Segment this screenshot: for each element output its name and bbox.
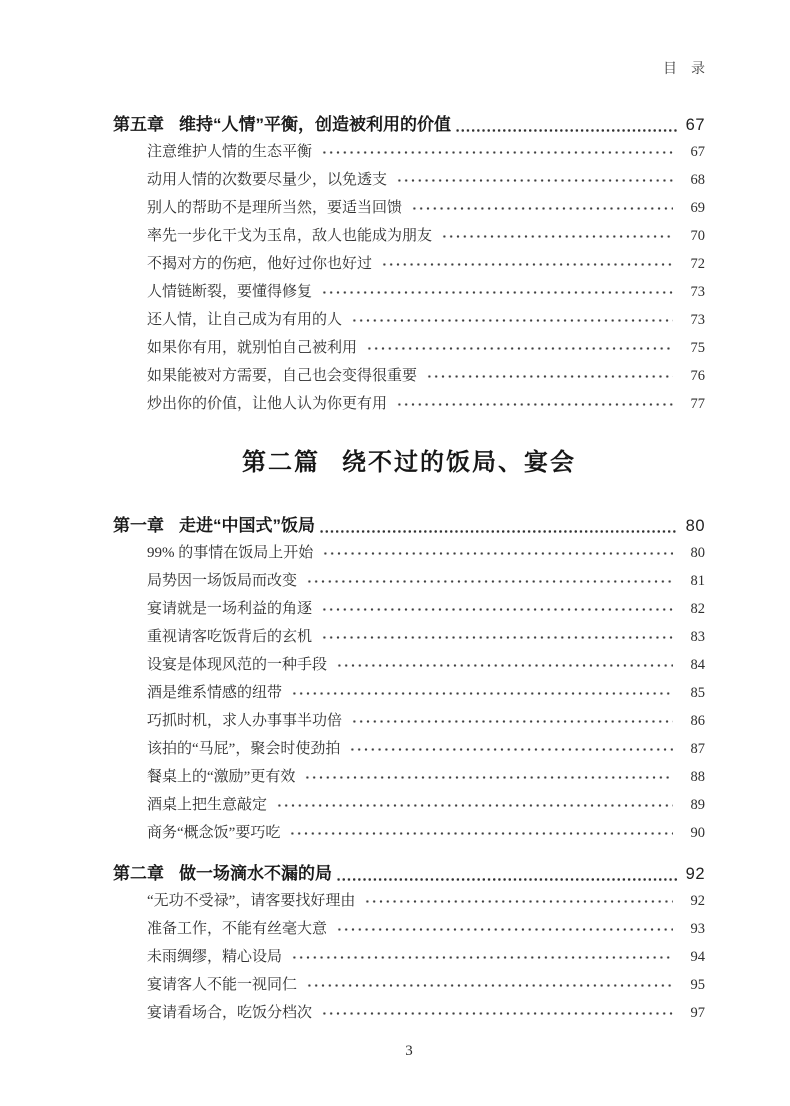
dot-leader [304,763,673,791]
chapter-page-number: 80 [685,517,705,535]
dot-leader [351,707,673,735]
item-page-number: 84 [690,657,705,673]
item-page-number: 82 [690,601,705,617]
dot-leader [319,513,678,539]
toc-item-row [147,595,705,623]
item-page-number: 73 [690,312,705,328]
toc-item-row [147,819,705,847]
dot-leader [321,623,673,651]
toc-item-row [147,539,705,567]
dot-leader [291,943,673,971]
item-title: 餐桌上的“激励”更有效 [147,769,296,785]
item-page-number: 76 [690,368,705,384]
dot-leader [276,791,673,819]
chapter-items [113,539,705,847]
chapter-block [113,861,705,1027]
item-title: 宴请就是一场利益的角逐 [147,601,313,617]
dot-leader [322,539,673,567]
item-title: 率先一步化干戈为玉帛，敌人也能成为朋友 [147,228,433,244]
dot-leader [455,112,678,138]
item-page-number: 90 [690,825,705,841]
toc-item-row [147,915,705,943]
item-page-number: 73 [690,284,705,300]
dot-leader [349,735,673,763]
item-title: 还人情，让自己成为有用的人 [147,312,343,328]
item-title: 未雨绸缪，精心设局 [147,949,283,965]
dot-leader [291,679,673,707]
item-page-number: 88 [690,769,705,785]
item-page-number: 72 [690,256,705,272]
toc-item-row [147,651,705,679]
item-page-number: 75 [690,340,705,356]
toc-item-row [147,707,705,735]
toc-item-row [147,567,705,595]
item-page-number: 68 [690,172,705,188]
item-title: 99% 的事情在饭局上开始 [147,545,314,561]
dot-leader [366,334,673,362]
item-title: 炒出你的价值，让他人认为你更有用 [147,396,388,412]
toc-item-row [147,278,705,306]
toc-item-row [147,735,705,763]
chapter-label: 第二章 [113,864,164,883]
dot-leader [321,595,673,623]
item-page-number: 85 [690,685,705,701]
item-title: 酒是维系情感的纽带 [147,685,283,701]
item-page-number: 69 [690,200,705,216]
chapter-block [113,112,705,418]
toc-item-row [147,943,705,971]
chapter-title: 维持“人情”平衡，创造被利用的价值 [179,115,451,134]
toc-item-row [147,306,705,334]
dot-leader [321,278,673,306]
item-title: 如果能被对方需要，自己也会变得很重要 [147,368,418,384]
part-title-label: 第二篇 [242,450,320,476]
item-title: 人情链断裂，要懂得修复 [147,284,313,300]
toc-item-row [147,166,705,194]
page-header [113,62,705,78]
item-page-number: 92 [690,893,705,909]
item-page-number: 81 [690,573,705,589]
item-title: 巧抓时机，求人办事事半功倍 [147,713,343,729]
chapter-label: 第一章 [113,516,164,535]
dot-leader [289,819,673,847]
dot-leader [396,390,673,418]
chapter-label: 第五章 [113,115,164,134]
item-title: 宴请看场合，吃饭分档次 [147,1005,313,1021]
item-page-number: 80 [690,545,705,561]
chapter-items [113,138,705,418]
dot-leader [411,194,673,222]
dot-leader [396,166,673,194]
dot-leader [321,138,673,166]
item-page-number: 86 [690,713,705,729]
item-page-number: 93 [690,921,705,937]
dot-leader [351,306,673,334]
toc-item-row [147,623,705,651]
item-title: 酒桌上把生意敲定 [147,797,268,813]
item-title: 商务“概念饭”要巧吃 [147,825,281,841]
part-title-text: 绕不过的饭局、宴会 [342,450,576,476]
toc-item-row [147,250,705,278]
dot-leader [441,222,673,250]
item-title: 准备工作，不能有丝毫大意 [147,921,328,937]
toc-item-row [147,791,705,819]
item-page-number: 77 [690,396,705,412]
toc-item-row [147,390,705,418]
item-title: 注意维护人情的生态平衡 [147,144,313,160]
dot-leader [306,971,673,999]
item-title: 重视请客吃饭背后的玄机 [147,629,313,645]
dot-leader [306,567,673,595]
toc-item-row [147,194,705,222]
chapter-page-number: 67 [685,116,705,134]
toc-item-row [147,763,705,791]
item-title: 该拍的“马屁”，聚会时使劲拍 [147,741,341,757]
chapter-page-number: 92 [685,865,705,883]
item-page-number: 95 [690,977,705,993]
item-title: 设宴是体现风范的一种手段 [147,657,328,673]
dot-leader [426,362,673,390]
item-title: 别人的帮助不是理所当然，要适当回馈 [147,200,403,216]
chapter-title: 做一场滴水不漏的局 [179,864,332,883]
item-title: 如果你有用，就别怕自己被利用 [147,340,358,356]
toc-header-title: 目 录 [663,62,705,77]
dot-leader [381,250,673,278]
folio-page-number: 3 [405,1043,413,1059]
toc-chapter-row [113,112,705,138]
item-page-number: 94 [690,949,705,965]
item-title: “无功不受禄”，请客要找好理由 [147,893,356,909]
toc-item-row [147,971,705,999]
item-title: 局势因一场饭局而改变 [147,573,298,589]
item-title: 不揭对方的伤疤，他好过你也好过 [147,256,373,272]
chapter-block [113,513,705,847]
page-footer [113,1043,705,1060]
dot-leader [364,887,673,915]
toc-chapter-row [113,513,705,539]
dot-leader [321,999,673,1027]
toc-chapter-row [113,861,705,887]
toc-item-row [147,999,705,1027]
item-page-number: 83 [690,629,705,645]
item-page-number: 89 [690,797,705,813]
toc-item-row [147,679,705,707]
part-title [113,447,705,479]
chapter-title: 走进“中国式”饭局 [179,516,315,535]
item-title: 宴请客人不能一视同仁 [147,977,298,993]
toc-item-row [147,334,705,362]
item-page-number: 97 [690,1005,705,1021]
item-page-number: 87 [690,741,705,757]
toc-item-row [147,887,705,915]
chapter-items [113,887,705,1027]
item-page-number: 67 [690,144,705,160]
item-page-number: 70 [690,228,705,244]
item-title: 动用人情的次数要尽量少，以免透支 [147,172,388,188]
toc-item-row [147,362,705,390]
dot-leader [336,915,673,943]
toc-item-row [147,138,705,166]
dot-leader [336,651,673,679]
dot-leader [336,861,678,887]
toc-body [113,112,705,1027]
toc-item-row [147,222,705,250]
